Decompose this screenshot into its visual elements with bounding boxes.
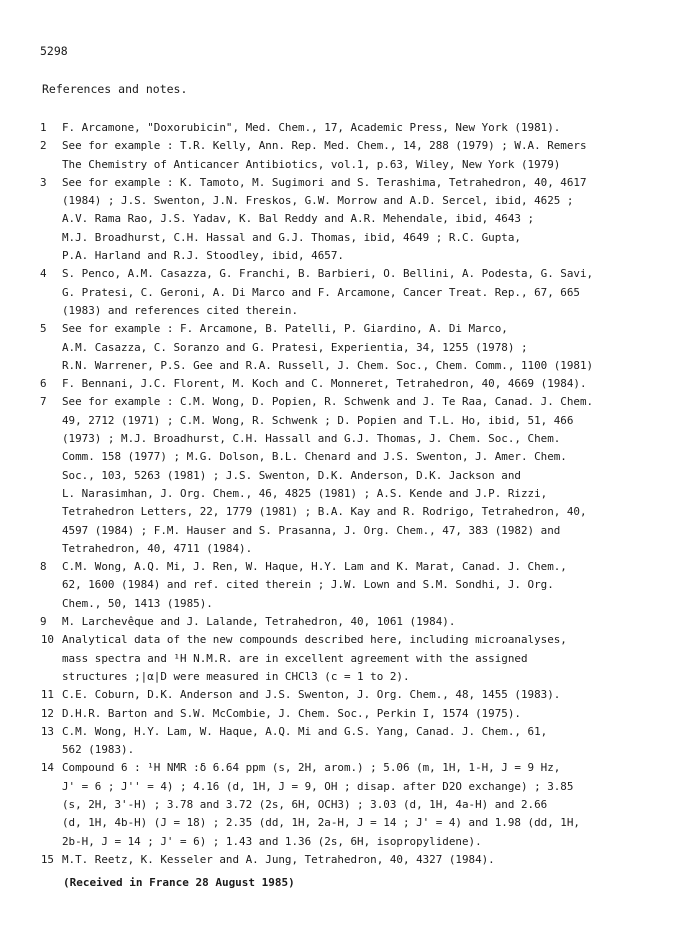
- reference-line: Comm. 158 (1977) ; M.G. Dolson, B.L. Chenard and J.S. Swenton, J. Amer. Chem.: [62, 450, 567, 464]
- reference-line: 4597 (1984) ; F.M. Hauser and S. Prasanna, J. Org. Chem., 47, 383 (1982) and: [62, 523, 561, 537]
- page-number: 5298: [40, 44, 68, 58]
- reference-line: P.A. Harland and R.J. Stoodley, ibid, 4657.: [62, 249, 344, 263]
- reference-line: C.M. Wong, H.Y. Lam, W. Haque, A.Q. Mi and G.S. Yang, Canad. J. Chem., 61,: [62, 724, 548, 738]
- reference-line: Chem., 50, 1413 (1985).: [62, 596, 213, 610]
- reference-item: [36, 375, 666, 393]
- reference-number: 14: [40, 761, 54, 775]
- reference-line: S. Penco, A.M. Casazza, G. Franchi, B. Barbieri, O. Bellini, A. Podesta, G. Savi,: [62, 267, 594, 281]
- reference-line: 562 (1983).: [62, 743, 135, 757]
- reference-number: 4: [40, 267, 47, 281]
- reference-number: 6: [40, 377, 47, 391]
- reference-item: [36, 851, 666, 869]
- reference-line: Analytical data of the new compounds described here, including microanalyses,: [62, 633, 567, 647]
- reference-line: mass spectra and ¹H N.M.R. are in excellent agreement with the assigned: [62, 651, 528, 665]
- references-heading: References and notes.: [42, 82, 188, 96]
- reference-item: [36, 137, 666, 174]
- reference-line: L. Narasimhan, J. Org. Chem., 46, 4825 (1981) ; A.S. Kende and J.P. Rizzi,: [62, 486, 548, 500]
- reference-line: C.M. Wong, A.Q. Mi, J. Ren, W. Haque, H.Y. Lam and K. Marat, Canad. J. Chem.,: [62, 560, 567, 574]
- reference-number: 15: [40, 852, 54, 866]
- reference-item: [36, 558, 666, 613]
- reference-number: 1: [40, 121, 47, 134]
- reference-line: 49, 2712 (1971) ; C.M. Wong, R. Schwenk ; D. Popien and T.L. Ho, ibid, 51, 466: [62, 413, 574, 427]
- received-note: (Received in France 28 August 1985): [63, 876, 295, 889]
- reference-line: See for example : C.M. Wong, D. Popien, R. Schwenk and J. Te Raa, Canad. J. Chem.: [62, 395, 594, 409]
- reference-number: 13: [40, 724, 54, 738]
- reference-line: (d, 1H, 4b-H) (J = 18) ; 2.35 (dd, 1H, 2a-H, J = 14 ; J' = 4) and 1.98 (dd, 1H,: [62, 816, 580, 830]
- reference-line: Soc., 103, 5263 (1981) ; J.S. Swenton, D.K. Anderson, D.K. Jackson and: [62, 468, 521, 482]
- reference-number: 9: [40, 615, 47, 629]
- reference-item: [36, 631, 666, 686]
- reference-number: 5: [40, 322, 47, 336]
- reference-number: 8: [40, 560, 47, 574]
- reference-line: M. Larchevêque and J. Lalande, Tetrahedron, 40, 1061 (1984).: [62, 615, 456, 629]
- reference-number: 2: [40, 139, 47, 153]
- reference-line: The Chemistry of Anticancer Antibiotics, vol.1, p.63, Wiley, New York (1979): [62, 157, 561, 171]
- reference-item: [36, 759, 666, 850]
- reference-item: [36, 613, 666, 631]
- reference-line: (s, 2H, 3'-H) ; 3.78 and 3.72 (2s, 6H, OCH3) ; 3.03 (d, 1H, 4a-H) and 2.66: [62, 797, 548, 811]
- reference-line: 2b-H, J = 14 ; J' = 6) ; 1.43 and 1.36 (2s, 6H, isopropylidene).: [62, 834, 482, 848]
- reference-item: [36, 320, 666, 375]
- reference-number: 7: [40, 395, 47, 409]
- reference-line: Compound 6 : ¹H NMR :δ 6.64 ppm (s, 2H, arom.) ; 5.06 (m, 1H, 1-H, J = 9 Hz,: [62, 761, 561, 775]
- reference-number: 3: [40, 175, 47, 189]
- reference-line: C.E. Coburn, D.K. Anderson and J.S. Swenton, J. Org. Chem., 48, 1455 (1983).: [62, 688, 561, 702]
- reference-item: [36, 119, 666, 137]
- reference-line: See for example : F. Arcamone, B. Patelli, P. Giardino, A. Di Marco,: [62, 322, 508, 336]
- reference-line: (1984) ; J.S. Swenton, J.N. Freskos, G.W. Morrow and A.D. Sercel, ibid, 4625 ;: [62, 194, 574, 208]
- reference-line: M.J. Broadhurst, C.H. Hassal and G.J. Thomas, ibid, 4649 ; R.C. Gupta,: [62, 230, 521, 244]
- reference-list: [36, 119, 666, 869]
- reference-line: structures ;|α|D were measured in CHCl3 (c = 1 to 2).: [62, 669, 410, 683]
- reference-item: [36, 393, 666, 558]
- reference-line: A.M. Casazza, C. Soranzo and G. Pratesi, Experientia, 34, 1255 (1978) ;: [62, 340, 528, 354]
- reference-line: M.T. Reetz, K. Kesseler and A. Jung, Tetrahedron, 40, 4327 (1984).: [62, 852, 495, 866]
- reference-number: 11: [40, 688, 54, 702]
- reference-number: 12: [40, 706, 54, 720]
- reference-line: (1973) ; M.J. Broadhurst, C.H. Hassall and G.J. Thomas, J. Chem. Soc., Chem.: [62, 432, 561, 446]
- reference-item: [36, 705, 666, 723]
- reference-line: G. Pratesi, C. Geroni, A. Di Marco and F. Arcamone, Cancer Treat. Rep., 67, 665: [62, 285, 580, 299]
- reference-line: J' = 6 ; J'' = 4) ; 4.16 (d, 1H, J = 9, OH ; disap. after D2O exchange) ; 3.85: [62, 779, 574, 793]
- reference-item: [36, 174, 666, 265]
- reference-line: F. Arcamone, "Doxorubicin", Med. Chem., 17, Academic Press, New York (1981).: [62, 121, 561, 134]
- reference-line: F. Bennani, J.C. Florent, M. Koch and C. Monneret, Tetrahedron, 40, 4669 (1984).: [62, 377, 587, 391]
- reference-item: [36, 265, 666, 320]
- reference-line: See for example : K. Tamoto, M. Sugimori and S. Terashima, Tetrahedron, 40, 4617: [62, 175, 587, 189]
- reference-line: A.V. Rama Rao, J.S. Yadav, K. Bal Reddy and A.R. Mehendale, ibid, 4643 ;: [62, 212, 535, 226]
- reference-item: [36, 723, 666, 760]
- reference-number: 10: [40, 633, 54, 647]
- reference-line: D.H.R. Barton and S.W. McCombie, J. Chem. Soc., Perkin I, 1574 (1975).: [62, 706, 521, 720]
- reference-line: R.N. Warrener, P.S. Gee and R.A. Russell, J. Chem. Soc., Chem. Comm., 1100 (1981): [62, 358, 594, 372]
- reference-line: Tetrahedron, 40, 4711 (1984).: [62, 541, 253, 555]
- reference-line: 62, 1600 (1984) and ref. cited therein ; J.W. Lown and S.M. Sondhi, J. Org.: [62, 578, 554, 592]
- reference-item: [36, 686, 666, 704]
- reference-line: See for example : T.R. Kelly, Ann. Rep. Med. Chem., 14, 288 (1979) ; W.A. Remers: [62, 139, 587, 153]
- reference-line: (1983) and references cited therein.: [62, 303, 299, 317]
- reference-line: Tetrahedron Letters, 22, 1779 (1981) ; B.A. Kay and R. Rodrigo, Tetrahedron, 40,: [62, 505, 587, 519]
